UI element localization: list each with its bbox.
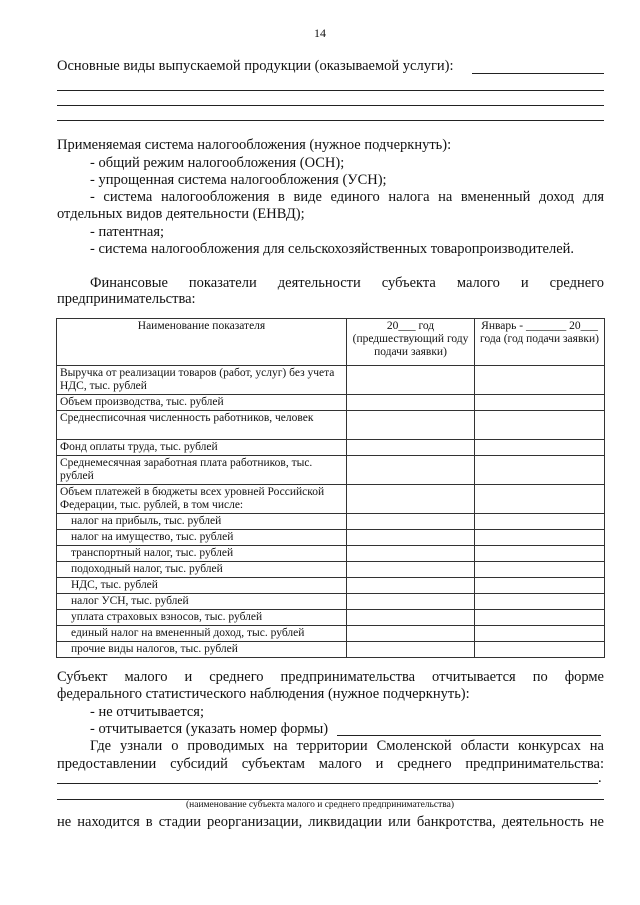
reporting-option-none[interactable]: - не отчитывается; <box>90 704 204 720</box>
cell-input[interactable] <box>347 456 475 485</box>
contest-end-mark: . <box>598 770 602 786</box>
page-number: 14 <box>314 26 326 40</box>
cell-input[interactable] <box>475 530 605 546</box>
table-row <box>57 514 605 530</box>
row-label-other-taxes: прочие виды налогов, тыс. рублей <box>57 642 347 658</box>
table-row <box>57 366 605 395</box>
cell-input[interactable] <box>347 546 475 562</box>
cell-input[interactable] <box>347 626 475 642</box>
table-row <box>57 546 605 562</box>
contest-line2: предоставлении субсидий субъектам малого и среднего предпринимательства: <box>57 756 604 772</box>
final-line: не находится в стадии реорганизации, ликвидации или банкротства, деятельность не <box>57 814 604 830</box>
table-row <box>57 411 605 440</box>
cell-input[interactable] <box>475 366 605 395</box>
header-current-year: Январь - _______ 20___ года (год подачи заявки) <box>475 319 605 366</box>
contest-answer-blank[interactable] <box>57 783 598 784</box>
products-line-1[interactable] <box>57 90 604 91</box>
tax-option-usn[interactable]: - упрощенная система налогообложения (УСН); <box>90 172 387 188</box>
cell-input[interactable] <box>475 626 605 642</box>
cell-input[interactable] <box>347 366 475 395</box>
cell-input[interactable] <box>347 440 475 456</box>
row-label-insurance: уплата страховых взносов, тыс. рублей <box>57 610 347 626</box>
subject-name-caption: (наименование субъекта малого и среднего предпринимательства) <box>185 800 454 810</box>
cell-input[interactable] <box>347 514 475 530</box>
cell-input[interactable] <box>347 642 475 658</box>
cell-input[interactable] <box>475 578 605 594</box>
row-label-envd-tax: единый налог на вмененный доход, тыс. рублей <box>57 626 347 642</box>
form-number-blank[interactable] <box>337 735 601 736</box>
products-line-2[interactable] <box>57 105 604 106</box>
row-label-production: Объем производства, тыс. рублей <box>57 395 347 411</box>
tax-option-osn[interactable]: - общий режим налогообложения (ОСН); <box>90 155 345 171</box>
row-label-avg-salary: Среднемесячная заработная плата работников, тыс. рублей <box>57 456 347 485</box>
products-blank[interactable] <box>472 73 604 74</box>
products-line-3[interactable] <box>57 120 604 121</box>
row-label-revenue: Выручка от реализации товаров (работ, услуг) без учета НДС, тыс. рублей <box>57 366 347 395</box>
cell-input[interactable] <box>475 411 605 440</box>
cell-input[interactable] <box>347 610 475 626</box>
tax-option-patent[interactable]: - патентная; <box>90 224 165 240</box>
tax-system-title: Применяемая система налогообложения (нужное подчеркнуть): <box>57 137 452 153</box>
header-indicator: Наименование показателя <box>57 319 347 366</box>
cell-input[interactable] <box>475 546 605 562</box>
table-row <box>57 530 605 546</box>
header-previous-year: 20___ год (предшествующий году подачи заявки) <box>347 319 475 366</box>
cell-input[interactable] <box>347 411 475 440</box>
cell-input[interactable] <box>347 594 475 610</box>
cell-input[interactable] <box>475 562 605 578</box>
table-row <box>57 610 605 626</box>
row-label-headcount: Среднесписочная численность работников, человек <box>57 411 347 440</box>
cell-input[interactable] <box>475 642 605 658</box>
row-label-vat: НДС, тыс. рублей <box>57 578 347 594</box>
table-row <box>57 562 605 578</box>
contest-line1: Где узнали о проводимых на территории Смоленской области конкурсах на <box>90 738 604 754</box>
reporting-option-form[interactable]: - отчитывается (указать номер формы) <box>90 721 329 737</box>
tax-option-envd-line2[interactable]: отдельных видов деятельности (ЕНВД); <box>57 206 305 222</box>
cell-input[interactable] <box>347 395 475 411</box>
cell-input[interactable] <box>347 578 475 594</box>
row-label-transport-tax: транспортный налог, тыс. рублей <box>57 546 347 562</box>
table-row <box>57 578 605 594</box>
table-row <box>57 642 605 658</box>
cell-input[interactable] <box>347 485 475 514</box>
cell-input[interactable] <box>347 530 475 546</box>
financial-title-line1: Финансовые показатели деятельности субъекта малого и среднего <box>90 275 604 291</box>
row-label-budget-payments: Объем платежей в бюджеты всех уровней Российской Федерации, тыс. рублей, в том числе: <box>57 485 347 514</box>
reporting-line1: Субъект малого и среднего предпринимательства отчитывается по форме <box>57 669 604 685</box>
cell-input[interactable] <box>475 610 605 626</box>
cell-input[interactable] <box>475 456 605 485</box>
row-label-property-tax: налог на имущество, тыс. рублей <box>57 530 347 546</box>
row-label-payroll: Фонд оплаты труда, тыс. рублей <box>57 440 347 456</box>
cell-input[interactable] <box>475 485 605 514</box>
table-row <box>57 626 605 642</box>
cell-input[interactable] <box>475 440 605 456</box>
row-label-usn-tax: налог УСН, тыс. рублей <box>57 594 347 610</box>
financial-title-line2: предпринимательства: <box>57 291 196 307</box>
cell-input[interactable] <box>475 514 605 530</box>
table-row <box>57 594 605 610</box>
table-row <box>57 395 605 411</box>
row-label-profit-tax: налог на прибыль, тыс. рублей <box>57 514 347 530</box>
tax-option-envd-line1[interactable]: - система налогообложения в виде единого налога на вмененный доход для <box>90 189 604 205</box>
cell-input[interactable] <box>475 594 605 610</box>
reporting-line2: федерального статистического наблюдения (нужное подчеркнуть): <box>57 686 470 702</box>
cell-input[interactable] <box>347 562 475 578</box>
table-row <box>57 485 605 514</box>
cell-input[interactable] <box>475 395 605 411</box>
products-label: Основные виды выпускаемой продукции (оказываемой услуги): <box>57 58 454 74</box>
table-header-row <box>57 319 605 366</box>
financial-indicators-table <box>56 318 605 658</box>
row-label-income-tax: подоходный налог, тыс. рублей <box>57 562 347 578</box>
table-row <box>57 440 605 456</box>
table-row <box>57 456 605 485</box>
tax-option-agri[interactable]: - система налогообложения для сельскохозяйственных товаропроизводителей. <box>90 241 575 257</box>
